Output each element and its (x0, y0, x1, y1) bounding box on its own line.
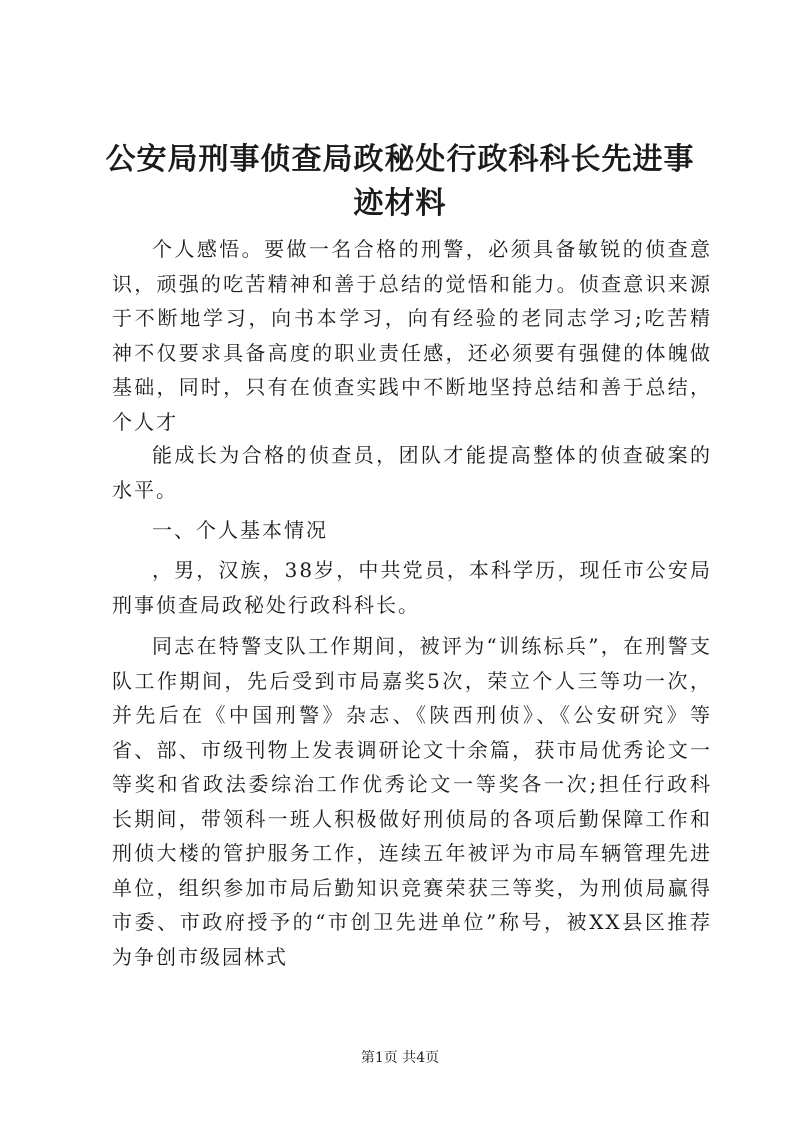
document-title: 公安局刑事侦查局政秘处行政科科长先进事迹材料 (105, 142, 695, 221)
paragraph-growth: 能成长为合格的侦查员，团队才能提高整体的侦查破案的水平。 (112, 443, 712, 502)
paragraph-achievements: 同志在特警支队工作期间，被评为“训练标兵”，在刑警支队工作期间，先后受到市局嘉奖5次，荣立个人三等功一次，并先后在《中国刑警》杂志、《陕西刑侦》、《公安研究》等省、部、市级刊物上发表调研论文十余篇，获市局优秀论文一等奖和省政法委综治工作优秀论文一等奖各一次;担任行政科长期间，带领科一班人积极做好刑侦局的各项后勤保障工作和刑侦大楼的管护服务工作，连续五年被评为市局车辆管理先进单位，组织参加市局后勤知识竞赛荣获三等奖，为刑侦局赢得市委、市政府授予的“市创卫先进单位”称号，被XX县区推荐为争创市级园林式 (112, 634, 712, 969)
paragraph-personal-insight: 个人感悟。要做一名合格的刑警，必须具备敏锐的侦查意识，顽强的吃苦精神和善于总结的觉悟和能力。侦查意识来源于不断地学习，向书本学习，向有经验的老同志学习;吃苦精神不仅要求具备高度的职业责任感，还必须要有强健的体魄做基础，同时，只有在侦查实践中不断地坚持总结和善于总结，个人才 (112, 237, 712, 434)
paragraph-basic-info: ，男，汉族，38岁，中共党员，本科学历，现任市公安局刑事侦查局政秘处行政科科长。 (112, 558, 712, 617)
page-number: 第1页 共4页 (360, 1050, 440, 1066)
section-heading-basic-info: 一、个人基本情况 (152, 518, 328, 542)
